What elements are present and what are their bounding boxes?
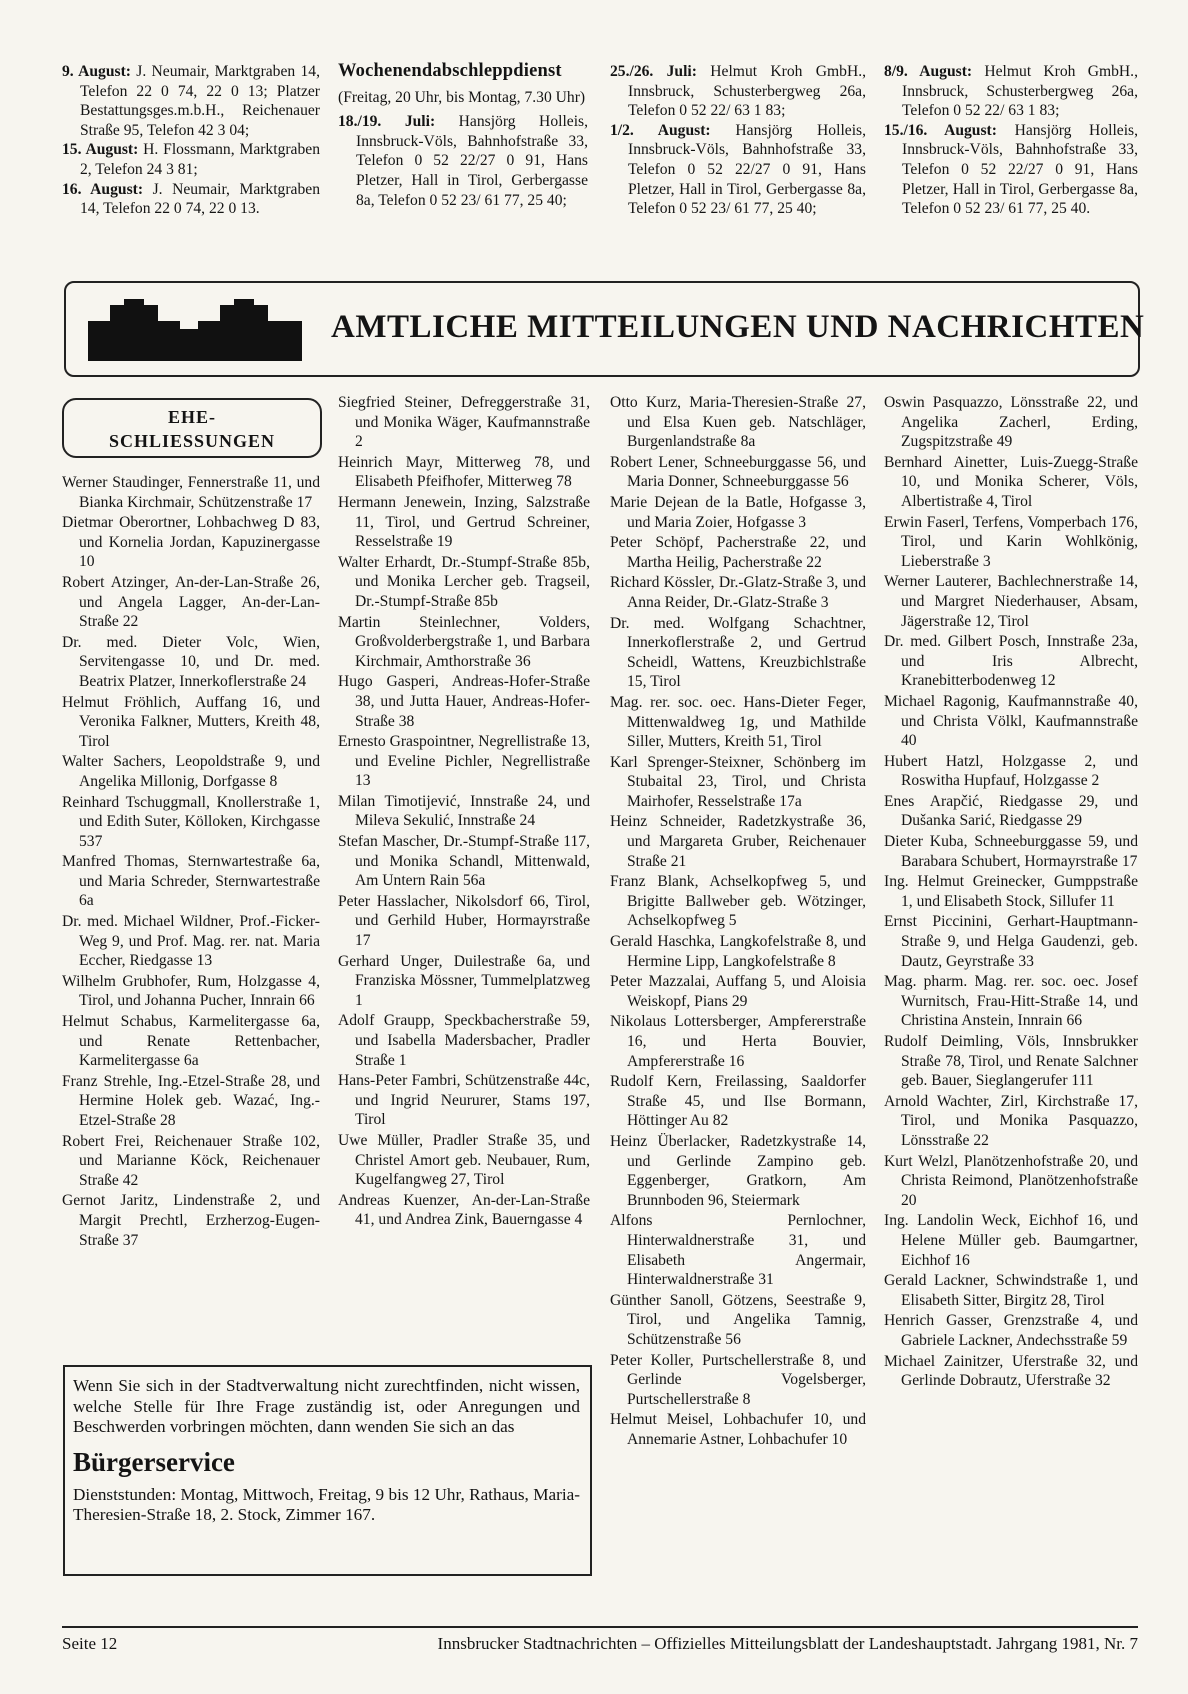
duty-entry: 15. August: H. Flossmann, Marktgraben 2, Telefon 24 3 81; — [62, 141, 320, 178]
marriage-entry: Günther Sanoll, Götzens, Seestraße 9, Tirol, und Angelika Tamnig, Schützenstraße 56 — [610, 1291, 866, 1348]
marriage-entry: Wilhelm Grubhofer, Rum, Holzgasse 4, Tirol, und Johanna Pucher, Innrain 66 — [62, 972, 320, 1010]
city-logo-icon — [88, 299, 302, 361]
marriage-entry: Reinhard Tschuggmall, Knollerstraße 1, und Edith Suter, Kölloken, Kirchgasse 537 — [62, 793, 320, 850]
marriage-entry: Marie Dejean de la Batle, Hofgasse 3, und Maria Zoier, Hofgasse 3 — [610, 493, 866, 531]
marriage-entry: Ernst Piccinini, Gerhart-Hauptmann-Straße 9, und Helga Gaudenzi, geb. Dautz, Geyrstraße 33 — [884, 913, 1138, 970]
marriage-entry: Gernot Jaritz, Lindenstraße 2, und Margit Prechtl, Erzherzog-Eugen-Straße 37 — [62, 1192, 320, 1249]
marriage-entry: Dr. med. Michael Wildner, Prof.-Ficker-Weg 9, und Prof. Mag. rer. nat. Maria Eccher, Riedgasse 13 — [62, 913, 320, 970]
marriage-entry: Werner Lauterer, Bachlechnerstraße 14, und Margret Niederhauser, Absam, Jägerstraße 12, Tirol — [884, 573, 1138, 630]
marriage-entry: Ernesto Graspointner, Negrellistraße 13, und Eveline Pichler, Negrellistraße 13 — [338, 733, 590, 790]
marriage-entry: Alfons Pernlochner, Hinterwaldnerstraße 31, und Elisabeth Angermair, Hinterwaldnerstraße 31 — [610, 1212, 866, 1289]
marriage-entry: Erwin Faserl, Terfens, Vomperbach 176, Tirol, und Karin Wohlkönig, Lieberstraße 3 — [884, 513, 1138, 570]
marriage-entry: Andreas Kuenzer, An-der-Lan-Straße 41, und Andrea Zink, Bauerngasse 4 — [338, 1191, 590, 1229]
banner-title: AMTLICHE MITTEILUNGEN UND NACHRICHTEN — [331, 309, 1145, 345]
marriage-entry: Hermann Jenewein, Inzing, Salzstraße 11, Tirol, und Gertrud Schreiner, Resselstraße 19 — [338, 493, 590, 551]
duty-entry: 25./26. Juli: Helmut Kroh GmbH., Innsbruck, Schusterbergweg 26a, Telefon 0 52 22/ 63 1 83; — [610, 63, 866, 120]
marriage-entry: Peter Hasslacher, Nikolsdorf 66, Tirol, und Gerhild Huber, Hormayrstraße 17 — [338, 892, 590, 950]
marriage-entry: Robert Atzinger, An-der-Lan-Straße 26, und Angela Lagger, An-der-Lan-Straße 22 — [62, 573, 320, 631]
marriage-entry: Helmut Schabus, Karmelitergasse 6a, und Renate Rettenbacher, Karmelitergasse 6a — [62, 1013, 320, 1070]
publication-line: Innsbrucker Stadtnachrichten – Offizielles Mitteilungsblatt der Landeshauptstadt. Jahrgang 1981, Nr. 7 — [437, 1634, 1138, 1653]
marriage-entry: Walter Erhardt, Dr.-Stumpf-Straße 85b, und Monika Lercher geb. Tragseil, Dr.-Stumpf-Straße 85b — [338, 553, 590, 610]
marriage-entry: Michael Zainitzer, Uferstraße 32, und Gerlinde Dobrautz, Uferstraße 32 — [884, 1352, 1138, 1390]
marriages-column-4 — [884, 393, 1138, 1392]
marriage-entry: Dieter Kuba, Schneeburggasse 59, und Barabara Schubert, Hormayrstraße 17 — [884, 833, 1138, 870]
marriage-entry: Karl Sprenger-Steixner, Schönberg im Stubaital 23, Tirol, und Christa Mairhofer, Resselstraße 17a — [610, 753, 866, 810]
marriage-entry: Martin Steinlechner, Volders, Großvolderbergstraße 1, und Barbara Kirchmair, Amthorstraße 36 — [338, 613, 590, 670]
marriage-entry: Ing. Landolin Weck, Eichhof 16, und Helene Müller geb. Baumgartner, Eichhof 16 — [884, 1212, 1138, 1269]
marriage-entry: Dr. med. Wolfgang Schachtner, Innerkoflerstraße 2, und Gertrud Scheidl, Wattens, Kreuzbichlstraße 15, Tirol — [610, 614, 866, 691]
duty-entry: 1/2. August: Hansjörg Holleis, Innsbruck-Völs, Bahnhofstraße 33, Telefon 0 52 22/27 0 91, Hans Pletzer, Hall in Tirol, Gerbergasse 8a, Telefon 0 52 23/ 61 77, 25 40; — [610, 121, 866, 218]
marriage-entry: Milan Timotijević, Innstraße 24, und Mileva Sekulić, Innstraße 24 — [338, 792, 590, 830]
marriage-entry: Peter Koller, Purtschellerstraße 8, und Gerlinde Vogelsberger, Purtschellerstraße 8 — [610, 1351, 866, 1408]
section-heading-line1: EHE- — [167, 407, 216, 427]
duty-entry: 9. August: J. Neumair, Marktgraben 14, Telefon 22 0 74, 22 0 13; Platzer Bestattungsges.m.b.H., Reichenauer Straße 95, Telefon 42 3 04; — [62, 63, 320, 139]
duty-entry: 15./16. August: Hansjörg Holleis, Innsbruck-Völs, Bahnhofstraße 33, Telefon 0 52 22/27 0 91, Hans Pletzer, Hall in Tirol, Gerbergasse 8a, Telefon 0 52 23/ 61 77, 25 40. — [884, 121, 1139, 218]
duty-entry: 16. August: J. Neumair, Marktgraben 14, Telefon 22 0 74, 22 0 13. — [62, 180, 320, 218]
marriage-entry: Arnold Wachter, Zirl, Kirchstraße 17, Tirol, und Monika Pasquazzo, Lönsstraße 22 — [884, 1092, 1138, 1149]
marriages-column-1 — [62, 473, 320, 1251]
marriage-entry: Bernhard Ainetter, Luis-Zuegg-Straße 10, und Monika Scherer, Völs, Albertistraße 4, Tirol — [884, 453, 1138, 510]
buergerservice-box — [63, 1365, 592, 1576]
marriage-entry: Manfred Thomas, Sternwartestraße 6a, und Maria Schreder, Sternwartestraße 6a — [62, 853, 320, 910]
marriage-entry: Gerhard Unger, Duilestraße 6a, und Franziska Mössner, Tummelplatzweg 1 — [338, 952, 590, 1009]
marriage-entry: Kurt Welzl, Planötzenhofstraße 20, und Christa Reimond, Planötzenhofstraße 20 — [884, 1152, 1138, 1209]
marriage-entry: Peter Mazzalai, Auffang 5, und Aloisia Weiskopf, Pians 29 — [610, 973, 866, 1010]
marriages-column-2 — [338, 393, 590, 1231]
marriage-entry: Heinz Überlacker, Radetzkystraße 14, und Gerlinde Zampino geb. Eggenberger, Gratkorn, Am Brunnboden 96, Steiermark — [610, 1132, 866, 1209]
marriage-entry: Robert Lener, Schneeburggasse 56, und Maria Donner, Schneeburggasse 56 — [610, 453, 866, 491]
section-banner — [64, 281, 1145, 377]
marriage-entry: Ing. Helmut Greinecker, Gumppstraße 1, und Elisabeth Stock, Sillufer 11 — [884, 873, 1138, 910]
marriage-entry: Helmut Fröhlich, Auffang 16, und Veronika Falkner, Mutters, Kreith 48, Tirol — [62, 693, 320, 750]
marriage-entry: Mag. pharm. Mag. rer. soc. oec. Josef Wurnitsch, Frau-Hitt-Straße 14, und Christina Anstein, Innrain 66 — [884, 973, 1138, 1030]
marriage-entry: Stefan Mascher, Dr.-Stumpf-Straße 117, und Monika Schandl, Mittenwald, Am Untern Rain 56a — [338, 833, 590, 890]
marriage-entry: Nikolaus Lottersberger, Ampfererstraße 16, und Herta Bouvier, Ampfererstraße 16 — [610, 1013, 866, 1070]
marriage-entry: Adolf Graupp, Speckbacherstraße 59, und Isabella Madersbacher, Pradler Straße 1 — [338, 1012, 590, 1069]
duty-entry: 8/9. August: Helmut Kroh GmbH., Innsbruck, Schusterbergweg 26a, Telefon 0 52 22/ 63 1 83; — [884, 63, 1138, 120]
page-number: Seite 12 — [62, 1634, 118, 1653]
marriage-entry: Otto Kurz, Maria-Theresien-Straße 27, und Elsa Kuen geb. Natschläger, Burgenlandstraße 8a — [610, 394, 866, 451]
marriage-entry: Franz Strehle, Ing.-Etzel-Straße 28, und Hermine Holek geb. Wazać, Ing.-Etzel-Straße 28 — [62, 1072, 320, 1129]
marriage-entry: Dr. med. Dieter Volc, Wien, Servitengasse 10, und Dr. med. Beatrix Platzer, Innerkoflerstraße 24 — [62, 633, 320, 690]
marriage-entry: Hugo Gasperi, Andreas-Hofer-Straße 38, und Jutta Hauer, Andreas-Hofer-Straße 38 — [338, 673, 590, 730]
buergerservice-title: Bürgerservice — [73, 1446, 235, 1477]
marriage-entry: Richard Kössler, Dr.-Glatz-Straße 3, und Anna Reider, Dr.-Glatz-Straße 3 — [610, 574, 866, 611]
marriage-entry: Henrich Gasser, Grenzstraße 4, und Gabriele Lackner, Andechsstraße 59 — [884, 1312, 1138, 1349]
marriage-entry: Rudolf Deimling, Völs, Innsbrukker Straße 78, Tirol, und Renate Salchner geb. Bauer, Sieglangerufer 111 — [884, 1033, 1138, 1090]
marriage-entry: Helmut Meisel, Lohbachufer 10, und Annemarie Astner, Lohbachufer 10 — [610, 1411, 866, 1448]
buergerservice-hours: Dienststunden: Montag, Mittwoch, Freitag, 9 bis 12 Uhr, Rathaus, Maria-Theresien-Straße 18, 2. Stock, Zimmer 167. — [73, 1484, 580, 1525]
marriage-entry: Franz Blank, Achselkopfweg 5, und Brigitte Ballweber geb. Wötzinger, Achselkopfweg 5 — [610, 873, 866, 930]
marriage-entry: Siegfried Steiner, Defreggerstraße 31, und Monika Wäger, Kaufmannstraße 2 — [338, 394, 590, 451]
marriage-entry: Hans-Peter Fambri, Schützenstraße 44c, und Ingrid Neururer, Stams 197, Tirol — [338, 1072, 590, 1129]
marriage-entry: Gerald Lackner, Schwindstraße 1, und Elisabeth Sitter, Birgitz 28, Tirol — [884, 1272, 1138, 1309]
marriage-entry: Oswin Pasquazzo, Lönsstraße 22, und Angelika Zacherl, Erding, Zugspitzstraße 49 — [884, 394, 1138, 451]
abschleppdienst-column-2 — [610, 62, 866, 219]
bestattung-column — [62, 62, 320, 219]
marriage-entry: Uwe Müller, Pradler Straße 35, und Christel Amort geb. Neubauer, Rum, Kugelfangweg 27, Tirol — [338, 1131, 590, 1189]
section-heading-line2: SCHLIESSUNGEN — [108, 431, 276, 451]
marriage-entry: Walter Sachers, Leopoldstraße 9, und Angelika Millonig, Dorfgasse 8 — [62, 753, 320, 790]
marriage-entry: Dietmar Oberortner, Lohbachweg D 83, und Kornelia Jordan, Kapuzinergasse 10 — [62, 514, 320, 571]
abschleppdienst-hours: (Freitag, 20 Uhr, bis Montag, 7.30 Uhr) — [338, 88, 586, 106]
abschleppdienst-heading: Wochenendabschleppdienst — [338, 61, 562, 81]
marriage-entry: Dr. med. Gilbert Posch, Innstraße 23a, und Iris Albrecht, Kranebitterbodenweg 12 — [884, 633, 1138, 690]
marriage-entry: Enes Arapčić, Riedgasse 29, und Dušanka Sarić, Riedgasse 29 — [884, 792, 1138, 830]
marriages-column-3 — [610, 393, 866, 1450]
duty-entry: 18./19. Juli: Hansjörg Holleis, Innsbruck-Völs, Bahnhofstraße 33, Telefon 0 52 22/27 0 91, Hans Pletzer, Hall in Tirol, Gerbergasse 8a, Telefon 0 52 23/ 61 77, 25 40; — [338, 113, 589, 209]
buergerservice-text: Wenn Sie sich in der Stadtverwaltung nicht zurechtfinden, nicht wissen, welche Stelle für Ihre Frage zuständig ist, oder Anregungen und Beschwerden vorbringen möchten, dann wenden Sie sich an das — [73, 1376, 580, 1437]
abschleppdienst-column — [338, 62, 588, 210]
marriage-entry: Robert Frei, Reichenauer Straße 102, und Marianne Köck, Reichenauer Straße 42 — [62, 1132, 320, 1189]
marriage-entry: Peter Schöpf, Pacherstraße 22, und Martha Heilig, Pacherstraße 22 — [610, 534, 866, 571]
marriage-entry: Heinz Schneider, Radetzkystraße 36, und Margareta Gruber, Reichenauer Straße 21 — [610, 813, 866, 870]
section-heading-box — [62, 398, 322, 458]
marriage-entry: Rudolf Kern, Freilassing, Saaldorfer Straße 45, und Ilse Bormann, Höttinger Au 82 — [610, 1073, 866, 1130]
marriage-entry: Gerald Haschka, Langkofelstraße 8, und Hermine Lipp, Langkofelstraße 8 — [610, 933, 866, 970]
marriage-entry: Michael Ragonig, Kaufmannstraße 40, und Christa Völkl, Kaufmannstraße 40 — [884, 692, 1138, 750]
marriage-entry: Hubert Hatzl, Holzgasse 2, und Roswitha Hupfauf, Holzgasse 2 — [884, 752, 1138, 790]
marriage-entry: Heinrich Mayr, Mitterweg 78, und Elisabeth Pfeifhofer, Mitterweg 78 — [338, 453, 590, 491]
abschleppdienst-column-3 — [884, 62, 1138, 219]
marriage-entry: Mag. rer. soc. oec. Hans-Dieter Feger, Mittenwaldweg 1g, und Mathilde Siller, Mutters, Kreith 51, Tirol — [610, 693, 866, 751]
footer-rule — [62, 1626, 1138, 1628]
marriage-entry: Werner Staudinger, Fennerstraße 11, und Bianka Kirchmair, Schützenstraße 17 — [62, 474, 320, 511]
